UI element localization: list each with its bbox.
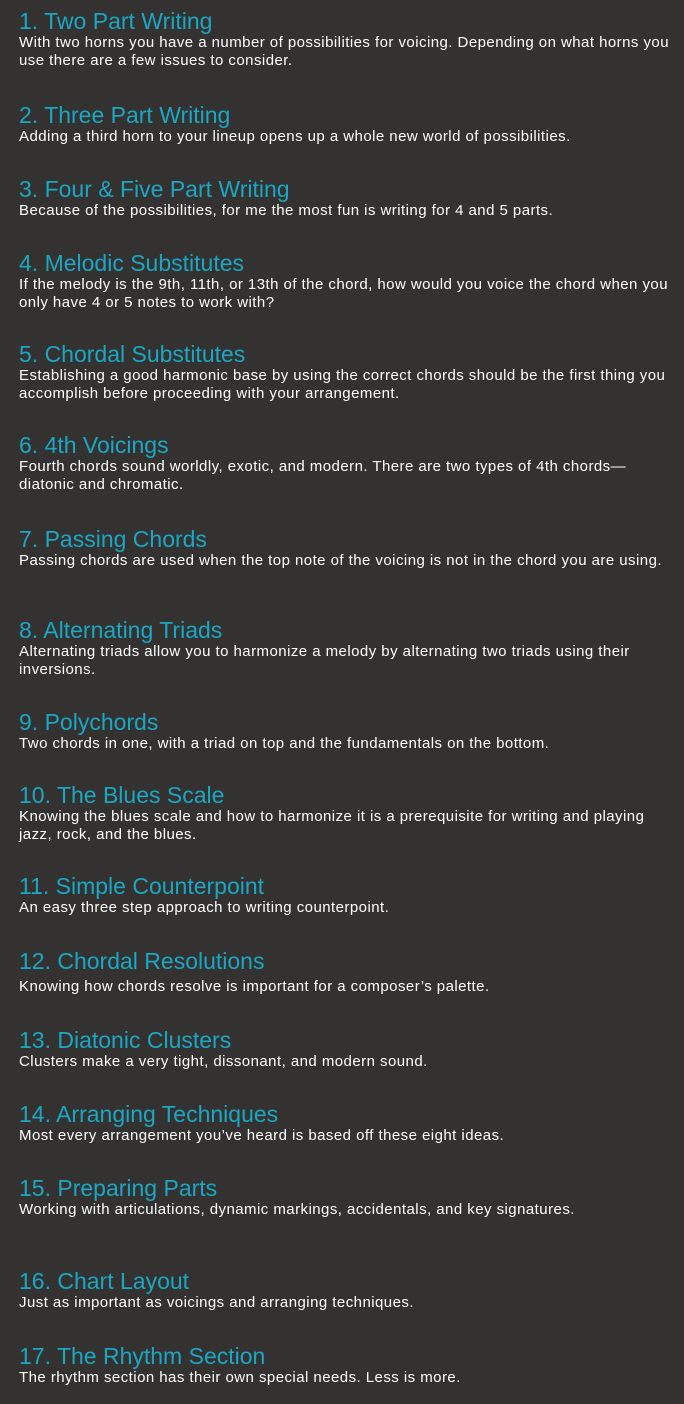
lesson-title-link[interactable]: 4. Melodic Substitutes — [19, 250, 245, 276]
lesson-title-link[interactable]: 8. Alternating Triads — [19, 617, 223, 643]
lesson-item — [19, 1027, 671, 1071]
lesson-item — [19, 8, 671, 70]
lesson-item — [19, 709, 671, 753]
lesson-item — [19, 1268, 671, 1312]
lesson-title-link[interactable]: 10. The Blues Scale — [19, 782, 225, 808]
lesson-item — [19, 432, 671, 494]
lesson-description: Most every arrangement you’ve heard is based off these eight ideas. — [19, 1127, 505, 1144]
lesson-description: Working with articulations, dynamic markings, accidentals, and key signatures. — [19, 1201, 575, 1218]
lesson-description: Alternating triads allow you to harmonize a melody by alternating two triads using their inversions. — [19, 643, 630, 678]
lesson-item — [19, 948, 671, 996]
lesson-title-link[interactable]: 2. Three Part Writing — [19, 102, 231, 128]
lesson-item — [19, 617, 671, 679]
lesson-description: Adding a third horn to your lineup opens up a whole new world of possibilities. — [19, 128, 571, 145]
lesson-description: Two chords in one, with a triad on top and the fundamentals on the bottom. — [19, 735, 550, 752]
lesson-item — [19, 526, 671, 570]
lesson-item — [19, 1343, 671, 1387]
lesson-description: Passing chords are used when the top note of the voicing is not in the chord you are using. — [19, 552, 662, 569]
lesson-description: An easy three step approach to writing counterpoint. — [19, 899, 390, 916]
lesson-title-link[interactable]: 9. Polychords — [19, 709, 159, 735]
lesson-title-link[interactable]: 5. Chordal Substitutes — [19, 341, 246, 367]
lesson-description: With two horns you have a number of possibilities for voicing. Depending on what horns you use there are a few issues to consider. — [19, 34, 669, 69]
lesson-title-link[interactable]: 3. Four & Five Part Writing — [19, 176, 290, 202]
lesson-item — [19, 782, 671, 844]
lesson-title-link[interactable]: 11. Simple Counterpoint — [19, 873, 265, 899]
lesson-description: If the melody is the 9th, 11th, or 13th of the chord, how would you voice the chord when you only have 4 or 5 notes to work with? — [19, 276, 668, 311]
lesson-description: Just as important as voicings and arranging techniques. — [19, 1294, 414, 1311]
lesson-description: Fourth chords sound worldly, exotic, and modern. There are two types of 4th chords—diatonic and chromatic. — [19, 458, 627, 493]
lesson-title-link[interactable]: 7. Passing Chords — [19, 526, 207, 552]
lesson-item — [19, 1175, 671, 1219]
lesson-description: Knowing the blues scale and how to harmonize it is a prerequisite for writing and playing jazz, rock, and the blues. — [19, 808, 645, 843]
lesson-description: Clusters make a very tight, dissonant, and modern sound. — [19, 1053, 428, 1070]
lesson-title-link[interactable]: 12. Chordal Resolutions — [19, 948, 265, 974]
lesson-title-link[interactable]: 17. The Rhythm Section — [19, 1343, 266, 1369]
lesson-title-link[interactable]: 14. Arranging Techniques — [19, 1101, 279, 1127]
lesson-description: Because of the possibilities, for me the most fun is writing for 4 and 5 parts. — [19, 202, 554, 219]
lesson-item — [19, 873, 671, 917]
lesson-title-link[interactable]: 16. Chart Layout — [19, 1268, 190, 1294]
lesson-description: The rhythm section has their own special needs. Less is more. — [19, 1369, 461, 1386]
lesson-description: Establishing a good harmonic base by using the correct chords should be the first thing you accomplish before proceeding with your arrangement. — [19, 367, 666, 402]
lesson-item — [19, 341, 671, 403]
lesson-title-link[interactable]: 1. Two Part Writing — [19, 8, 213, 34]
lesson-title-link[interactable]: 6. 4th Voicings — [19, 432, 169, 458]
lesson-description: Knowing how chords resolve is important for a composer’s palette. — [19, 978, 490, 995]
lesson-item — [19, 176, 671, 220]
lesson-title-link[interactable]: 15. Preparing Parts — [19, 1175, 218, 1201]
lesson-title-link[interactable]: 13. Diatonic Clusters — [19, 1027, 232, 1053]
lesson-item — [19, 102, 671, 146]
lesson-item — [19, 1101, 671, 1145]
lesson-item — [19, 250, 671, 312]
